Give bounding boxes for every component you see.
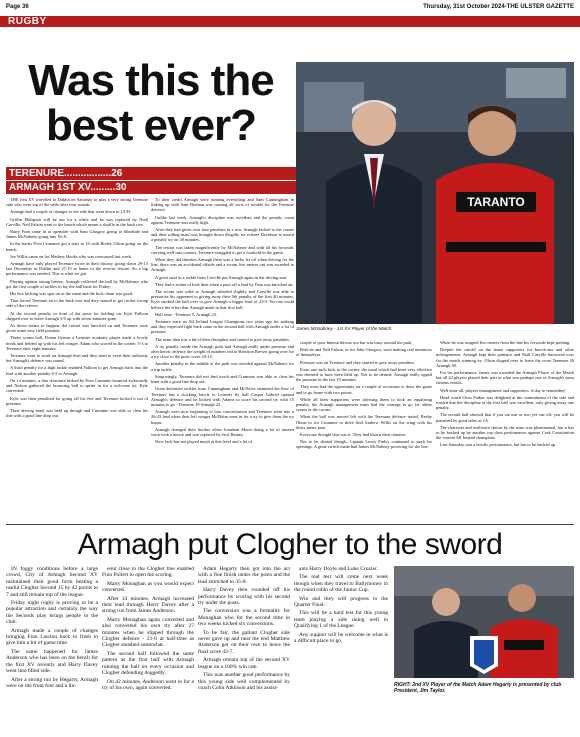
- story1-col1-paragraph: Kyle was then penalised for going off his feet and Terenure kicked it out of pressure.: [6, 395, 148, 406]
- story1-column-1: [6, 197, 148, 519]
- story1-col2-paragraph: Another penalty in the middle of the park was avoided against McNabney for a trip tackle.: [151, 361, 294, 372]
- story2-col4-paragraph: This will be a hard test for this young team playing a side doing well in Qualifying 1 of the League.: [294, 610, 388, 630]
- story2-col4-paragraph: Win and they will progress to the Quarter Final.: [294, 595, 388, 609]
- story2-col3-paragraph: Harry Davey then rounded off his performance by scoring with his second try under the posts.: [198, 587, 290, 607]
- story1-col4-paragraph: For his performance, James was awarded the Armagh Player of the Match but all 22 players played their part in what was perhaps one of Armagh's most famous results.: [436, 370, 574, 386]
- story2-column-4: [294, 566, 388, 734]
- story1-col3-paragraph: Both he and Neil Falson, as for John Glasgow, were making real nuisances of themselves.: [296, 347, 432, 358]
- story1-col4-paragraph: The character and resilience shown by the team was phenomenal, but it has to be backed up by another top class performance against Cork Constitution the current All Ireland champions.: [436, 424, 574, 441]
- story1-col2-paragraph: Surprisingly, Terenure did not find touch and Crummie was able to clear his lines with a good line drop out.: [151, 373, 294, 385]
- story1-col1-paragraph: Armagh had a couple of changes to the side that went down to UCD.: [10, 209, 131, 215]
- story1-col1-paragraph: That forced Terenure on to the back foot and they started to get on the wrong side of the referee.: [6, 298, 148, 309]
- story1-col2-paragraph: To their credit Armagh were running everything and Sam Cunningham in linking up with Sam Berman was causing all sorts of trouble for the Terenure defence.: [151, 197, 294, 213]
- story1-col1-paragraph: His box kicking was spot on as the main and the kick chase was good.: [10, 291, 134, 297]
- story1-col2-paragraph: After they had given over four penalties in a row, Armagh kicked to the corner and their rolling maul was brought down illegally for referee Davidson to award a penalty try on 30 minutes.: [151, 227, 294, 243]
- story1-col3-paragraph: They even had the opportunity on a couple of occasions to draw the game and to go home with two points.: [296, 384, 432, 395]
- story1-column-4: [436, 340, 574, 520]
- story2-col1-paragraph: IN foggy conditions before a large crowd, City of Armagh Second XV maintained their good form beating a useful Clogher Second 15 by 42 points to 7 and still remain top of the league.: [6, 566, 98, 598]
- story1-col1-paragraph: At the second penalty in front of the posts for holding on, Kyle Falloon chipped over to leave Armagh 3-0 up with seven minutes gone.: [6, 310, 148, 321]
- story1-col4-paragraph: Despite the catcall on the home supporters for knock-ons and other infringements, Armagh kept their patience and Niall Carville burrowed over for the match winning try. Olson slipped over to leave the score Terenure 26 Armagh 30.: [436, 347, 574, 368]
- section-label: RUGBY: [8, 16, 47, 27]
- story1-col1-paragraph: Playing against strong breeze, Armagh collected the ball by McNabney who got the first couple of tackles to lay the ball back for Finley.: [6, 278, 148, 289]
- dateline: Thursday, 31st October 2024-THE ULSTER GAZETTE: [423, 4, 574, 10]
- story1-col1-text: [6, 197, 148, 418]
- story2-col4-text: [294, 566, 388, 644]
- story2-col4-paragraph: Any support will be welcome in what is a difficult place to go.: [294, 631, 388, 645]
- story-divider: [6, 524, 574, 525]
- story2-col2-paragraph: After 14 minutes, Armagh increased their lead through Harry Davey after a strong run from James Anderson.: [102, 595, 194, 615]
- story1-col1-paragraph: Their driving maul was held up though and Crummie was able to clear his line with a good line drop out.: [6, 407, 148, 419]
- presentation-photo-caption: RIGHT: 2nd XV Player of the Match Adam Hegarty is presented by club President, Jim Taylor.: [394, 682, 562, 694]
- story1-col2-paragraph: A try penalty inside the Armagh pods had Armagh really under pressure and after heroic defence the weight of numbers led to Harrison Brewer going over for a try close to the posts score 23-12.: [151, 343, 294, 360]
- story2-col1-paragraph: The same happened for James Anderson who has been on the bench for the first XV recently and Harry Davey went into blind side.: [6, 648, 98, 675]
- score-terenure: TERENURE.................26: [6, 167, 302, 180]
- story1-col4-paragraph: Well done all, players management and supporters. A day to remember!: [440, 387, 566, 393]
- story2-headline: Armagh put Clogher to the sword: [77, 528, 503, 561]
- svg-text:TARANTO: TARANTO: [467, 195, 525, 209]
- player-photo-caption: James McNabney - 1st XV Player of the Match.: [296, 326, 393, 331]
- story1-col1-paragraph: Barry Finn came in at openside with Sam Glasgow going to blindside and James McNabney going into No 8.: [6, 229, 148, 240]
- story1-col3-paragraph: Pressure was on Terenure and they started to give away penalties.: [300, 359, 416, 365]
- story2-column-2: [102, 566, 194, 734]
- story1-col2-paragraph: The restart was taken magnificently by McNabney and with all his forwards carrying well into contact, Terenure struggled to get a foothold in the game.: [151, 244, 294, 255]
- story1-col4-paragraph: The second half showed that if you eat one or two yet one off, you will be punished by good sides in 1A.: [436, 412, 574, 423]
- story1-col4-text: [436, 340, 574, 448]
- story1-col2-paragraph: Armagh were now beginning to lose concentration and Terenure went into a 26-23 lead when their left winger McEldon went in for a try to give them the try bonus.: [151, 409, 294, 425]
- story1-col2-paragraph: When they did threaten Armagh there was a lucky let off when driving for the line, there was an accidental offside and a scrum five metres out was awarded to Armagh.: [151, 257, 294, 273]
- story1-col2-paragraph: Half time - Terenure 5, Armagh 23.: [155, 311, 218, 317]
- story2-col3-paragraph: To be fair, the gallant Clogher side never gave up and near the end Matthew Anderson got on their own to leave the final score 42-7.: [198, 629, 290, 655]
- player-photo: [296, 62, 574, 324]
- story1-col3-paragraph: When the ball was moved left with the Terenure defence tested, Reeby Olson to Jor Crummie to drive find Andrew Willis on the wing with his thirty metre pass.: [296, 414, 432, 430]
- story2-col4-paragraph: The real test will come next week though when they travel to Ballymoney in the round robin of the Junior Cup.: [294, 574, 388, 594]
- story1-col1-paragraph: As down seems to happen, the restart was knocked on and Terenure were given some easy field position.: [6, 323, 148, 334]
- story2-col2-paragraph: Marty Monaghan again converted and also converted his own try after 27 minutes when he slipped through the Clogher defence - 21-0 at half-time as Clogher steadied somewhat.: [102, 616, 194, 649]
- page-header: [0, 0, 580, 14]
- story1-col3-paragraph: While all their supporters were advising them to kick an equalising penalty, the Armagh management team had the courage to go for either scrum or the corner.: [296, 396, 432, 413]
- story2-col2-text: [102, 566, 194, 691]
- story1-headline-line1: Was this the: [28, 56, 274, 105]
- story2-col1-paragraph: Armagh made a couple of changes bringing Fran Lawton back to fresh to give him a bit of game time.: [6, 627, 98, 647]
- story1-col1-paragraph: Theirs scrum ball, Fintan Greene a Leinster academy player made a lovely break and fielded up with his left winger. Adam who scored in the corner. 5-3 to Terenure after eight minutes.: [6, 335, 148, 351]
- story2-col3-paragraph: Adam Hegarty then got into the act with a fine finish under the posts and the lead stretched to 35-0.: [198, 566, 290, 585]
- story1-col1-paragraph: Joe Willis came on for Mathew Hooks who was concussed last week.: [10, 253, 132, 259]
- story2-col2-paragraph: On 42 minutes, Anderson went in for a try of his own, again converted.: [102, 678, 194, 691]
- section-band: [0, 16, 580, 27]
- story2-col3-paragraph: The conversion was a formality for Monaghan who for the second time in two weeks kicked six conversions.: [198, 608, 290, 628]
- story1-col1-paragraph: Griffin Philipson will be out for a while and he was replaced by Niall Carville, Neil Falson went to the bench which meant a shuffle in the back row.: [6, 216, 148, 227]
- story1-col2-paragraph: The team then lost a bit of their discipline and started to give away penalties.: [155, 336, 290, 342]
- story2-col1-paragraph: Friday night rugby is proving to be a popular attraction and certainly the way the Seconds play brings people to the club.: [6, 600, 98, 626]
- story1-col3-paragraph: couple of poor lineout throws too but was busy around the park.: [300, 340, 413, 345]
- story1-headline: [6, 58, 296, 148]
- story1-col2-paragraph: A great steal in a tackle from Carville put Armagh again in the driving seat.: [155, 274, 288, 280]
- story1-col2-paragraph: The scrum was solid so Armagh wheeled slightly and Carville was able to pressurise his opponent to giving away their 9th penalty of the first 40 minutes. Kyle stroked the ball over to give Armagh a bigger lead of 23-5. No one could believe the effort that Armagh made in that first half.: [151, 289, 294, 310]
- presentation-photo-illustration: [394, 566, 574, 678]
- story1-col2-paragraph: Now Jack has not played much at this level and a lot of: [155, 439, 253, 445]
- story1-col2-paragraph: Armagh changed their hooker when Jonathan Moon doing a lot of unseen work took a knock and was replaced by Jack Rainey.: [151, 426, 294, 437]
- story2-col4-paragraph: ants Harry Doyle and Luke Crozier.: [299, 566, 378, 572]
- story2-column-1: [6, 566, 98, 734]
- story2-col3-paragraph: Armagh remain top of the second XV league on a 100% win rate.: [198, 657, 290, 670]
- player-photo-illustration: [296, 62, 574, 324]
- story1-col4-paragraph: Head coach Chris Parker was delighted at the commitment of the side and trusted that the discipline at the first half was excellent, only giving away one penalty.: [436, 394, 574, 411]
- story1-col1-paragraph: THE first XV travelled to Dublin on Saturday to play a very strong Terenure side who were top of the table after four rounds.: [6, 197, 148, 208]
- score-armagh: ARMAGH 1ST XV.........30: [6, 181, 302, 194]
- story2-col2-paragraph: Marty Monaghan as you would expect converted.: [102, 580, 194, 594]
- story1-column-3: [296, 340, 432, 520]
- story1-column-2: [151, 197, 294, 519]
- story1-col4-paragraph: Last Saturday was a terrific performance, but has to be backed up: [440, 442, 556, 448]
- story2-col2-paragraph: eout close to the Clogher line enabled Finn Pollert to open the scoring.: [102, 566, 194, 579]
- story1-col2-paragraph: Unlike last week, Armagh's discipline was excellent and the penalty count against Terenure was really high.: [151, 214, 294, 225]
- story1-col3-paragraph: Everyone thought that was it. They had blown their chances.: [300, 432, 407, 438]
- story2-column-3: [198, 566, 290, 734]
- story1-col4-paragraph: When he was stopped five metres from the line his forwards kept probing.: [440, 340, 571, 345]
- story1-col2-paragraph: Great defensive tackles from Cunningham and McNeice stemmed the flow of Terenure but a clocking knock to Leinster fly half Caspar Gabriel opened Armagh's defence and he kicked with Adams to score his second try with 15 minutes to go - Terenure 19 Armagh 23.: [151, 386, 294, 407]
- story1-col1-paragraph: Armagh have only played Terenure twice in their history, going down 29-13 last December in Dublin and 27-15 at home in the reverse fixture. So a big performance was needed. This is what we got.: [6, 261, 148, 277]
- story1-col3-paragraph: From one such kick to the corner, the maul which had been very effective was deemed to have been held up. Not to be denied, Armagh really upped the pressure in the last 10 minutes.: [296, 366, 432, 383]
- story1-col2-text: [151, 197, 294, 444]
- story2-col1-text: [6, 566, 98, 689]
- story1-col1-paragraph: In the backs Evin Crummie got a start in 10 with Rodey Olson going on the bench.: [6, 241, 148, 252]
- story1-col1-paragraph: A third penalty for a high tackle enabled Falloon to get Armagh back into the lead with another penalty 6-5 to Armagh.: [6, 365, 148, 376]
- story1-col3-text: [296, 340, 432, 450]
- page-number: Page 36: [6, 4, 29, 10]
- story1-col1-paragraph: Terenure went to work on Armagh then and they tried to exert their authority but Armagh's defence was sound.: [6, 353, 148, 364]
- story2-col3-paragraph: This was another good performance by this young side well complemented by coach Colin Atkinson and his assist-: [198, 672, 290, 691]
- story1-col1-paragraph: On 14 minutes, a fine clearance kicked by Evin Crummie bounced awkwardly and Nelson gathered the bouncing ball to sprint in for a welcome try. Kyle converted.: [6, 377, 148, 394]
- story2-col1-paragraph: After a strong run by Hegarty, Armagh were on the front foot and a lin-: [6, 676, 98, 689]
- story1-col2-paragraph: Terenure were an All Ireland League Champions two years ago for nothing and they expected fight back came in the second half with Armagh under a lot of pressure.: [151, 319, 294, 335]
- story1-col2-paragraph: They had a stroke of luck then when a pass off a lead by Finn was knocked on.: [155, 281, 294, 287]
- story1-col3-paragraph: Not to be denied though, Captain Lewis Finley continued to push for openings. A great switch made had James McNabney powering for the line.: [296, 439, 432, 450]
- presentation-photo: [394, 566, 574, 678]
- story2-col3-text: [198, 566, 290, 691]
- story1-headline-line2: best ever?: [45, 101, 257, 150]
- story2-col2-paragraph: The second half followed the same pattern as the first half with Armagh running the ball on every occasion and Clogher defending doggedly.: [102, 650, 194, 677]
